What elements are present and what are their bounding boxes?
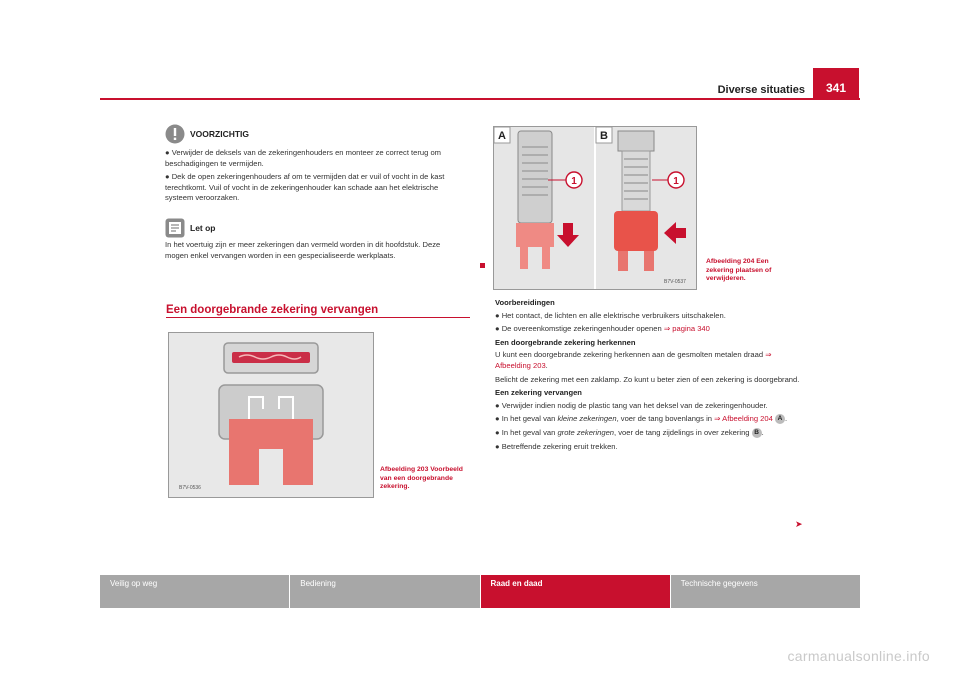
body-text xyxy=(495,298,800,455)
footer-nav xyxy=(100,575,860,608)
list-item: ● Betreffende zekering eruit trekken. xyxy=(495,441,618,451)
warning-icon xyxy=(165,124,185,144)
figure-203-code: B7V-0536 xyxy=(179,485,201,491)
recognize-heading: Een doorgebrande zekering herkennen xyxy=(495,337,636,347)
figure-203 xyxy=(168,332,374,498)
note-title: Let op xyxy=(190,223,216,233)
callout-1: 1 xyxy=(571,176,577,187)
marker-b: B xyxy=(752,428,762,438)
figure-204-caption: Afbeelding 204 Een zekering plaatsen of verwijderen. xyxy=(706,258,772,282)
note-heading xyxy=(165,218,216,238)
recognize-text: U kunt een doorgebrande zekering herkennen aan de gesmolten metalen draad ⇒ Afbeelding 203. xyxy=(495,350,772,370)
caution-item: ● Dek de open zekeringenhouders af om te vermijden dat er vuil of vocht in de kast terechtkomt. Vuil of vocht in de zekeringenhouder kan schade aan het elektrische systeem veroorzaken. xyxy=(165,172,445,203)
note-icon xyxy=(165,218,185,238)
caution-heading xyxy=(165,124,249,144)
tab-veilig-op-weg[interactable]: Veilig op weg xyxy=(100,575,289,608)
list-item: ● De overeenkomstige zekeringenhouder openen ⇒ pagina 340 xyxy=(495,324,710,334)
list-item: ● In het geval van grote zekeringen, voer de tang zijdelings in over zekering B . xyxy=(495,427,764,437)
fuse-pliers-illustration xyxy=(494,127,696,289)
list-item: ● Verwijder indien nodig de plastic tang van het deksel van de zekeringenhouder. xyxy=(495,400,768,410)
header-rule xyxy=(100,98,860,100)
figure-link-204[interactable]: ⇒ Afbeelding 204 xyxy=(714,414,773,424)
blown-fuse-illustration xyxy=(169,333,373,497)
figure-label-b: B xyxy=(600,130,608,142)
prep-heading: Voorbereidingen xyxy=(495,298,555,307)
callout-1-b: 1 xyxy=(673,176,679,187)
section-rule xyxy=(166,317,470,318)
end-marker xyxy=(480,263,485,268)
list-item: ● In het geval van kleine zekeringen, voer de tang bovenlangs in ⇒ Afbeelding 204 A . xyxy=(495,414,788,424)
note-text: In het voertuig zijn er meer zekeringen dan vermeld worden in dit hoofdstuk. Deze mogen enkel vervangen worden in een gespecialiseerde werkplaats. xyxy=(165,240,441,260)
caution-title: VOORZICHTIG xyxy=(190,129,250,139)
figure-203-caption: Afbeelding 203 Voorbeeld van een doorgebrande zekering. xyxy=(380,466,463,490)
figure-link-203[interactable]: ⇒ Afbeelding 203 xyxy=(495,350,772,370)
running-header-title: Diverse situaties xyxy=(717,84,805,96)
figure-204-code: B7V-0537 xyxy=(664,279,686,285)
light-text: Belicht de zekering met een zaklamp. Zo kunt u beter zien of een zekering is doorgebrand. xyxy=(495,374,800,384)
replace-heading: Een zekering vervangen xyxy=(495,388,582,398)
marker-a: A xyxy=(775,414,785,424)
section-title: Een doorgebrande zekering vervangen xyxy=(166,304,379,316)
tab-bediening[interactable]: Bediening xyxy=(290,575,479,608)
caution-text xyxy=(165,148,465,207)
caution-item: ● Verwijder de deksels van de zekeringenhouders en monteer ze correct terug om beschadigingen te vermijden. xyxy=(165,148,442,168)
list-item: ● Het contact, de lichten en alle elektrische verbruikers uitschakelen. xyxy=(495,310,726,320)
figure-label-a: A xyxy=(498,130,506,142)
figure-204 xyxy=(493,126,697,290)
watermark: carmanualsonline.info xyxy=(787,648,930,664)
continue-arrow-icon: ➤ xyxy=(795,519,803,529)
page-number: 341 xyxy=(813,68,859,98)
tab-technische-gegevens[interactable]: Technische gegevens xyxy=(671,575,860,608)
tab-raad-en-daad[interactable]: Raad en daad xyxy=(481,575,670,608)
